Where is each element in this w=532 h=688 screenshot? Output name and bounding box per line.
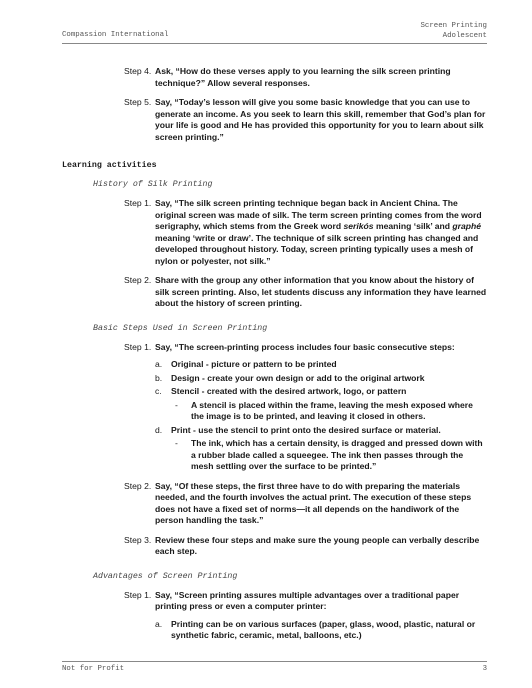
step-text (155, 198, 487, 267)
step-label: Step 1. (124, 341, 152, 352)
list-text: Original - picture or pattern to be printed (171, 359, 337, 369)
history-step-1 (62, 198, 487, 267)
step-text: Say, “Today’s lesson will give you some basic knowledge that you can use to generate an income. As you seek to learn this skill, remember that God’s plan for your life is good and He has provided this opportunity for you to learn about silk screen printing.” (155, 97, 486, 142)
text-part: meaning ‘silk’ and (373, 221, 453, 231)
page-number: 3 (482, 665, 487, 673)
list-item (155, 359, 487, 371)
list-item (155, 386, 487, 398)
history-step-2 (62, 275, 487, 310)
advantages-heading: Advantages of Screen Printing (93, 571, 238, 581)
learning-activities-heading: Learning activities (62, 161, 157, 170)
list-text: Design - create your own design or add to the original artwork (171, 372, 425, 383)
header-rule (62, 43, 487, 44)
text-part: meaning ‘write or draw’. The technique of silk screen printing has changed and developed throughout history. Today, screen printing typically uses a mesh of nylon or polyester, not silk.” (155, 232, 479, 266)
step-label: Step 4. (124, 66, 152, 76)
header-org: Compassion International (62, 31, 169, 39)
step-text: Share with the group any other information that you know about the history of silk screen printing. Also, let students discuss any information they have learned about the history of screen printing. (155, 275, 487, 308)
step-label: Step 1. (124, 198, 152, 208)
step-label: Step 2. (124, 275, 152, 285)
dash-mark: - (175, 438, 178, 448)
dash-item (155, 438, 487, 473)
step-label: Step 3. (124, 534, 152, 545)
list-letter: a. (155, 359, 163, 369)
list-text: Stencil - created with the desired artwork, logo, or pattern (171, 386, 407, 396)
list-item (155, 373, 487, 385)
list-text: Print - use the stencil to print onto the desired surface or material. (171, 424, 441, 435)
list-item (155, 425, 487, 437)
intro-step-5 (62, 97, 487, 143)
step-text: Review these four steps and make sure the young people can verbally describe each step. (155, 534, 480, 556)
footer-rule (62, 661, 487, 662)
step-text: Say, “The screen-printing process includes four basic consecutive steps: (155, 341, 455, 352)
greek-word-serikos: serikós (343, 221, 374, 231)
list-letter: a. (155, 618, 163, 629)
step-label: Step 5. (124, 97, 152, 107)
basic-step-1 (62, 342, 487, 473)
list-letter: d. (155, 424, 163, 435)
footer-note: Not for Profit (62, 665, 125, 673)
header-title-line1: Screen Printing (420, 22, 487, 30)
history-heading: History of Silk Printing (93, 180, 213, 189)
page-content (62, 66, 487, 650)
step-text: Say, “Of these steps, the first three have to do with preparing the materials needed, and the fourth involves the actual print. The execution of these steps does not have a fixed set of norms—it all depends on the handiwork of the person handling the task.” (155, 480, 472, 525)
step-label: Step 2. (124, 480, 152, 491)
advantages-step-1 (62, 590, 487, 642)
list-item (155, 619, 487, 642)
header-title-line2: Adolescent (442, 31, 487, 40)
header-title (420, 22, 487, 41)
step-text: Ask, “How do these verses apply to you learning the silk screen printing technique?” Allow several responses. (155, 66, 451, 88)
text-part: Say, “The silk screen printing technique began back in Ancient China. The original screen was made of silk. The term screen printing comes from the word serigraphy, which stems from the Greek word (155, 198, 482, 231)
list-letter: c. (155, 386, 162, 396)
list-letter: b. (155, 372, 163, 383)
greek-word-graphe: graphé (452, 221, 482, 231)
dash-mark: - (175, 399, 178, 410)
list-text: Printing can be on various surfaces (paper, glass, wood, plastic, natural or synthetic fabric, ceramic, metal, balloons, etc.) (171, 618, 476, 640)
basic-step-2 (62, 481, 487, 527)
basic-steps-heading: Basic Steps Used in Screen Printing (93, 323, 268, 333)
dash-text: The ink, which has a certain density, is dragged and pressed down with a rubber blade called a squeegee. The ink then passes through the mesh settling over the surface to be printed.” (191, 438, 483, 471)
step-text: Say, “Screen printing assures multiple advantages over a traditional paper printing press or even a computer printer: (155, 589, 460, 611)
dash-item (155, 400, 487, 423)
basic-step-3 (62, 535, 487, 558)
dash-text: A stencil is placed within the frame, leaving the mesh exposed where the image is to be printed, and leaving it closed in others. (191, 399, 473, 421)
intro-step-4 (62, 66, 487, 89)
step-label: Step 1. (124, 589, 152, 600)
